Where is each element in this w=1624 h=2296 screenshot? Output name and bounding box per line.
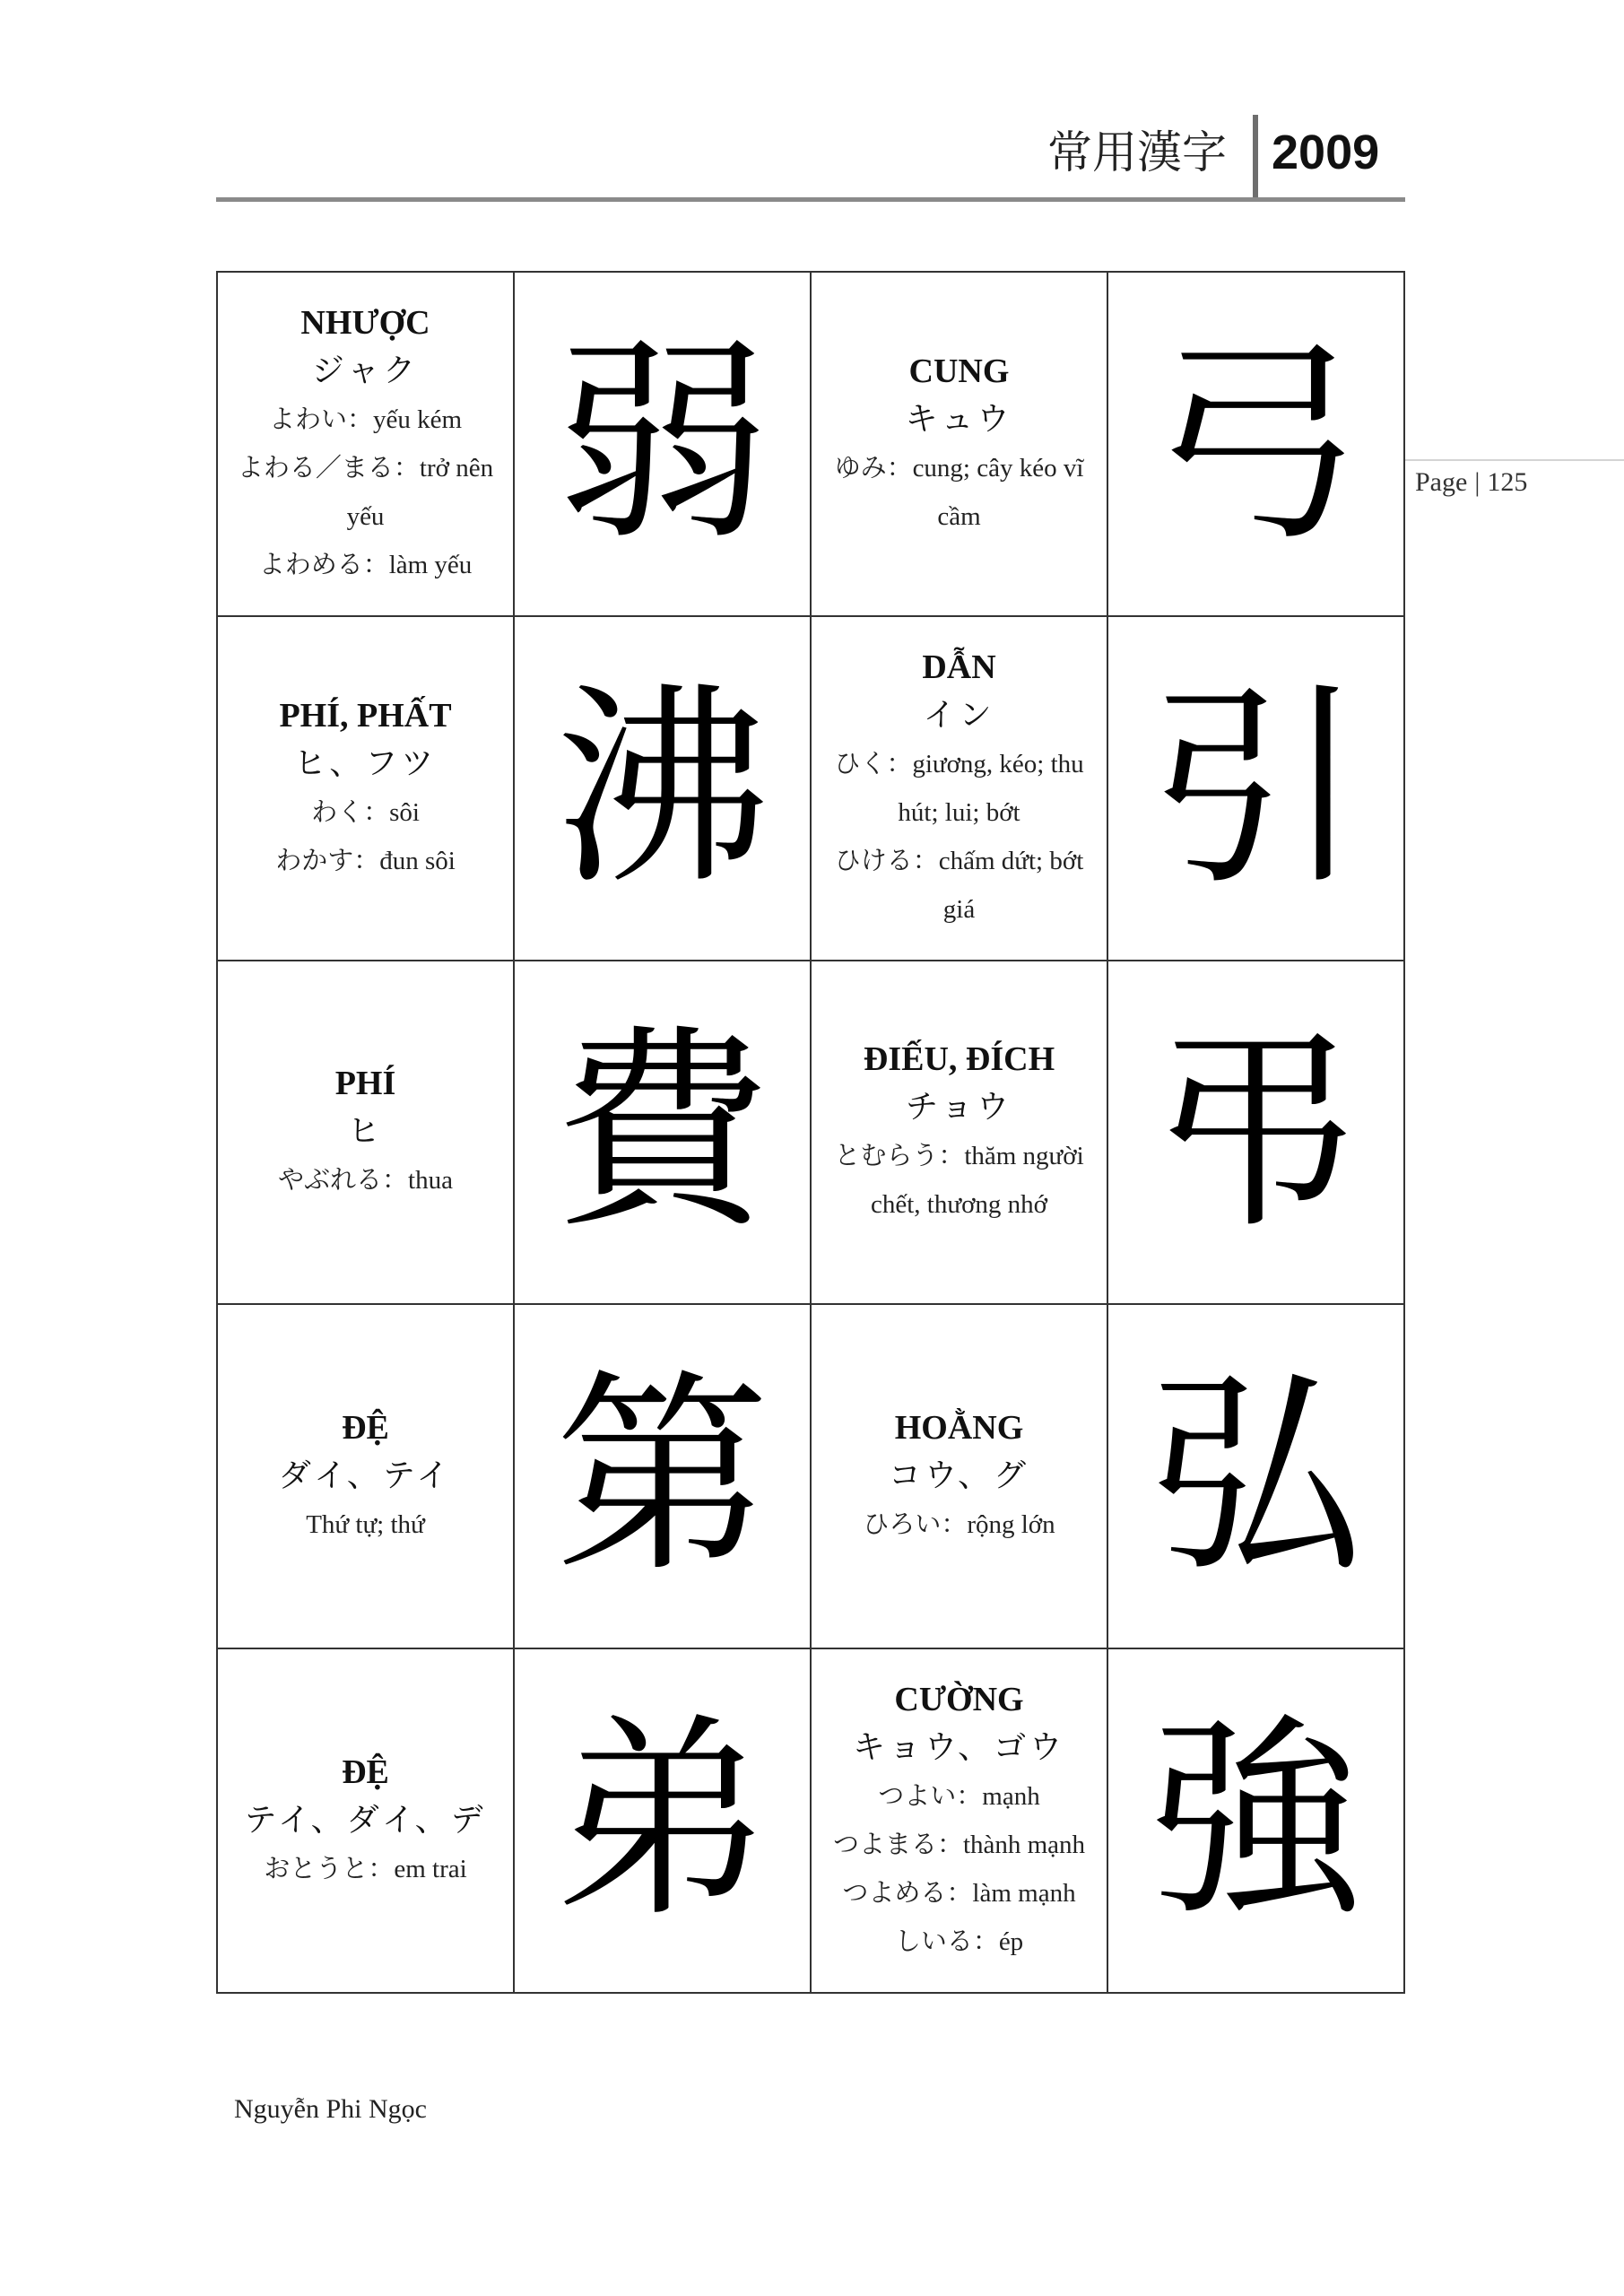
kun-meaning: わく：sôi [311, 797, 420, 827]
kun-meaning: わかす：đun sôi [275, 846, 456, 875]
kun-meaning: ひく：giương, kéo; thu hút; lui; bớt [834, 749, 1084, 827]
kanji-cell [1108, 961, 1405, 1306]
kanji-glyph: 引 [1148, 662, 1364, 914]
han-viet-reading: CƯỜNG [894, 1681, 1024, 1719]
page-marker-rule [1405, 459, 1624, 461]
han-viet-reading: ĐỆ [342, 1753, 389, 1792]
kanji-glyph: 弱 [554, 317, 770, 570]
kun-meaning: よわる／まる：trở nên yếu [237, 453, 494, 531]
kanji-cell [1108, 1649, 1405, 1994]
kanji-cell [515, 1649, 812, 1994]
on-reading: チョウ [906, 1089, 1012, 1126]
on-reading: キョウ、ゴウ [852, 1729, 1066, 1767]
kanji-cell [515, 617, 812, 961]
kun-meaning: つよい：mạnh [878, 1782, 1040, 1812]
han-viet-reading: PHÍ, PHẤT [279, 696, 452, 735]
page-marker [1415, 466, 1527, 499]
page-number: 125 [1487, 467, 1528, 497]
kun-meaning: つよまる：thành mạnh [832, 1831, 1086, 1860]
han-viet-reading: ĐIẾU, ĐÍCH [863, 1040, 1055, 1079]
kanji-glyph: 弟 [554, 1695, 770, 1947]
kun-meaning: つよめる：làm mạnh [842, 1879, 1076, 1909]
kanji-glyph: 費 [554, 1006, 770, 1258]
kun-meaning: やぶれる：thua [278, 1166, 453, 1196]
header-title: 常用漢字 [1047, 126, 1227, 178]
han-viet-reading: PHÍ [334, 1065, 396, 1103]
on-reading: ダイ、テイ [278, 1457, 453, 1495]
header-year: 2009 [1272, 126, 1380, 179]
kanji-glyph: 沸 [554, 662, 770, 914]
entry-info-card [812, 1305, 1108, 1649]
on-reading: テイ、ダイ、デ [244, 1802, 487, 1839]
entry-info-card [218, 961, 515, 1306]
entry-info-card [812, 273, 1108, 617]
entry-info-card [218, 1305, 515, 1649]
kanji-cell [515, 273, 812, 617]
page-separator: | [1474, 467, 1481, 497]
han-viet-reading: ĐỆ [342, 1409, 389, 1448]
kanji-glyph: 強 [1148, 1695, 1364, 1947]
kanji-glyph: 弓 [1148, 317, 1364, 570]
kanji-cell [1108, 273, 1405, 617]
kun-meaning: おとうと：em trai [264, 1855, 467, 1884]
entry-info-card [218, 1649, 515, 1994]
entry-info-card [218, 617, 515, 961]
entry-info-card [812, 961, 1108, 1306]
kun-meaning: ゆみ：cung; cây kéo vĩ cầm [834, 453, 1084, 531]
kun-meaning: ひろい：rộng lớn [863, 1510, 1055, 1540]
header-rule [216, 197, 1405, 202]
kanji-cell [1108, 617, 1405, 961]
header-divider [1253, 115, 1258, 201]
kun-meaning: とむらう：thăm người chết, thương nhớ [834, 1142, 1084, 1220]
kun-meaning: よわめる：làm yếu [258, 550, 473, 579]
kun-meaning: よわい：yếu kém [268, 404, 463, 434]
footer-author: Nguyễn Phi Ngọc [234, 2094, 427, 2124]
kanji-cell [515, 961, 812, 1306]
on-reading: コウ、グ [888, 1457, 1030, 1495]
on-reading: ヒ [347, 1113, 384, 1151]
kanji-glyph: 弘 [1148, 1351, 1364, 1603]
han-viet-reading: CUNG [908, 352, 1010, 390]
entry-info-card [218, 273, 515, 617]
entry-info-card [812, 1649, 1108, 1994]
han-viet-reading: HOẰNG [894, 1409, 1024, 1448]
kanji-glyph: 第 [554, 1351, 770, 1603]
kanji-glyph: 弔 [1148, 1006, 1364, 1258]
entry-info-card [812, 617, 1108, 961]
page-label: Page [1415, 467, 1468, 497]
on-reading: イン [923, 696, 995, 734]
han-viet-reading: DẪN [922, 648, 996, 686]
on-reading: ヒ、フツ [293, 744, 438, 782]
han-viet-reading: NHƯỢC [300, 303, 430, 342]
kanji-cell [1108, 1305, 1405, 1649]
on-reading: キュウ [905, 400, 1013, 438]
on-reading: ジャク [311, 352, 420, 389]
kanji-card-table [216, 271, 1405, 1994]
kanji-cell [515, 1305, 812, 1649]
kun-meaning: しいる：ép [894, 1927, 1024, 1957]
kun-meaning: ひける：chấm dứt; bớt giá [834, 846, 1084, 924]
kun-meaning: Thứ tự; thứ [306, 1510, 425, 1540]
